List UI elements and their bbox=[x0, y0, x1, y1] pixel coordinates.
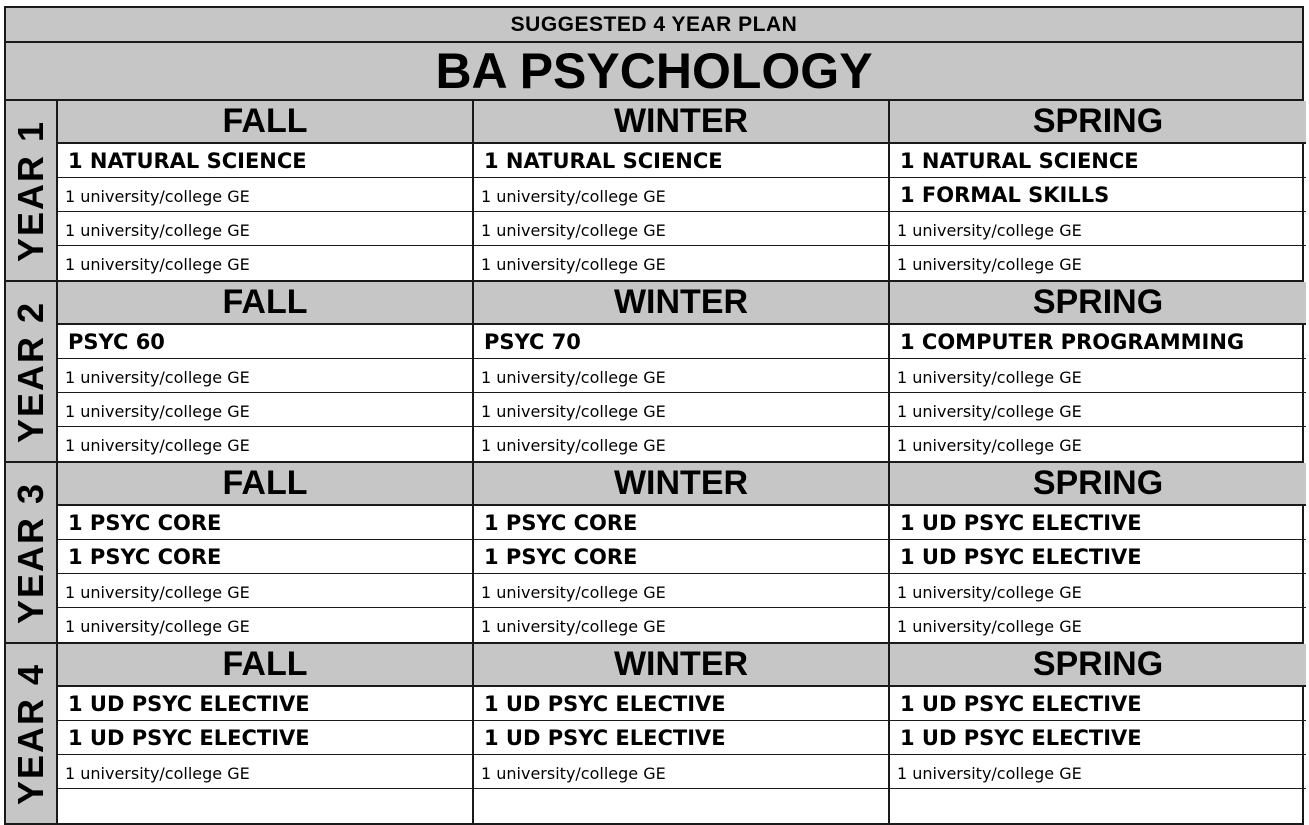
year-block bbox=[6, 101, 1302, 282]
course-cell: 1 university/college GE bbox=[474, 246, 890, 280]
course-cell: 1 university/college GE bbox=[58, 393, 474, 426]
course-cell: 1 university/college GE bbox=[897, 582, 1082, 602]
year-label-text: YEAR 2 bbox=[10, 300, 52, 443]
course-cell: 1 university/college GE bbox=[58, 246, 474, 280]
course-cell: 1 university/college GE bbox=[897, 255, 1082, 274]
season-header: FALL bbox=[58, 463, 474, 504]
four-year-plan-table bbox=[4, 6, 1304, 825]
year-label bbox=[6, 282, 58, 461]
year-label bbox=[6, 101, 58, 280]
course-row bbox=[58, 789, 1306, 823]
course-row bbox=[58, 178, 1306, 212]
course-cell: 1 university/college GE bbox=[897, 763, 1082, 783]
course-cell: 1 UD PSYC ELECTIVE bbox=[900, 510, 1142, 535]
year-grid bbox=[58, 644, 1306, 823]
course-cell: 1 university/college GE bbox=[897, 617, 1082, 636]
course-cell bbox=[890, 789, 1306, 823]
season-header: SPRING bbox=[1032, 464, 1164, 502]
season-header: WINTER bbox=[474, 282, 890, 323]
course-cell: 1 UD PSYC ELECTIVE bbox=[900, 544, 1142, 569]
course-row bbox=[58, 608, 1306, 642]
course-cell: 1 university/college GE bbox=[58, 574, 474, 607]
season-header-row bbox=[58, 463, 1306, 506]
season-header-row bbox=[58, 644, 1306, 687]
plan-title: BA PSYCHOLOGY bbox=[6, 43, 1302, 101]
course-cell: 1 university/college GE bbox=[474, 359, 890, 392]
course-cell: 1 university/college GE bbox=[897, 436, 1082, 455]
year-grid bbox=[58, 101, 1306, 280]
course-cell: 1 university/college GE bbox=[58, 755, 474, 788]
year-label-text: YEAR 4 bbox=[10, 662, 52, 805]
course-cell: 1 university/college GE bbox=[474, 574, 890, 607]
course-cell: 1 university/college GE bbox=[474, 393, 890, 426]
course-cell: 1 university/college GE bbox=[474, 608, 890, 642]
course-cell: 1 university/college GE bbox=[897, 367, 1082, 387]
course-cell: 1 COMPUTER PROGRAMMING bbox=[900, 329, 1245, 354]
course-row bbox=[58, 246, 1306, 280]
course-cell: 1 UD PSYC ELECTIVE bbox=[900, 691, 1142, 716]
season-header: FALL bbox=[58, 282, 474, 323]
course-row bbox=[58, 506, 1306, 540]
course-cell: 1 UD PSYC ELECTIVE bbox=[900, 725, 1142, 750]
year-label-text: YEAR 1 bbox=[10, 119, 52, 262]
course-row bbox=[58, 721, 1306, 755]
season-header: FALL bbox=[58, 644, 474, 685]
course-row bbox=[58, 574, 1306, 608]
course-row bbox=[58, 427, 1306, 461]
season-header: WINTER bbox=[474, 644, 890, 685]
year-label-text: YEAR 3 bbox=[10, 481, 52, 624]
course-cell: PSYC 60 bbox=[58, 325, 474, 358]
course-cell bbox=[474, 789, 890, 823]
course-cell: PSYC 70 bbox=[474, 325, 890, 358]
course-cell: 1 NATURAL SCIENCE bbox=[58, 144, 474, 177]
course-cell: 1 FORMAL SKILLS bbox=[900, 182, 1110, 207]
course-row bbox=[58, 540, 1306, 574]
course-row bbox=[58, 393, 1306, 427]
year-block bbox=[6, 282, 1302, 463]
season-header: WINTER bbox=[474, 101, 890, 142]
course-cell: 1 PSYC CORE bbox=[58, 506, 474, 539]
course-cell: 1 university/college GE bbox=[58, 178, 474, 211]
course-row bbox=[58, 755, 1306, 789]
season-header-row bbox=[58, 101, 1306, 144]
course-cell: 1 university/college GE bbox=[474, 427, 890, 461]
years-container bbox=[6, 101, 1302, 823]
year-block bbox=[6, 463, 1302, 644]
course-cell: 1 university/college GE bbox=[474, 212, 890, 245]
season-header-row bbox=[58, 282, 1306, 325]
course-cell: 1 UD PSYC ELECTIVE bbox=[58, 721, 474, 754]
year-grid bbox=[58, 282, 1306, 461]
year-block bbox=[6, 644, 1302, 823]
season-header: FALL bbox=[58, 101, 474, 142]
course-cell: 1 university/college GE bbox=[58, 608, 474, 642]
course-row bbox=[58, 687, 1306, 721]
course-cell: 1 PSYC CORE bbox=[474, 540, 890, 573]
course-row bbox=[58, 325, 1306, 359]
course-row bbox=[58, 359, 1306, 393]
course-cell: 1 university/college GE bbox=[58, 359, 474, 392]
plan-subtitle: SUGGESTED 4 YEAR PLAN bbox=[6, 8, 1302, 43]
season-header: WINTER bbox=[474, 463, 890, 504]
year-label bbox=[6, 463, 58, 642]
season-header: SPRING bbox=[1032, 645, 1164, 683]
course-cell: 1 university/college GE bbox=[897, 220, 1082, 240]
course-cell: 1 university/college GE bbox=[58, 427, 474, 461]
course-cell: 1 university/college GE bbox=[474, 178, 890, 211]
course-row bbox=[58, 144, 1306, 178]
season-header: SPRING bbox=[1032, 102, 1164, 140]
course-cell: 1 UD PSYC ELECTIVE bbox=[474, 687, 890, 720]
course-cell: 1 NATURAL SCIENCE bbox=[900, 148, 1139, 173]
course-cell: 1 university/college GE bbox=[474, 755, 890, 788]
course-cell: 1 university/college GE bbox=[58, 212, 474, 245]
course-row bbox=[58, 212, 1306, 246]
course-cell: 1 NATURAL SCIENCE bbox=[474, 144, 890, 177]
season-header: SPRING bbox=[1032, 283, 1164, 321]
year-grid bbox=[58, 463, 1306, 642]
course-cell: 1 PSYC CORE bbox=[474, 506, 890, 539]
course-cell: 1 UD PSYC ELECTIVE bbox=[474, 721, 890, 754]
year-label bbox=[6, 644, 58, 823]
course-cell bbox=[58, 789, 474, 823]
course-cell: 1 university/college GE bbox=[897, 401, 1082, 421]
course-cell: 1 PSYC CORE bbox=[58, 540, 474, 573]
course-cell: 1 UD PSYC ELECTIVE bbox=[58, 687, 474, 720]
